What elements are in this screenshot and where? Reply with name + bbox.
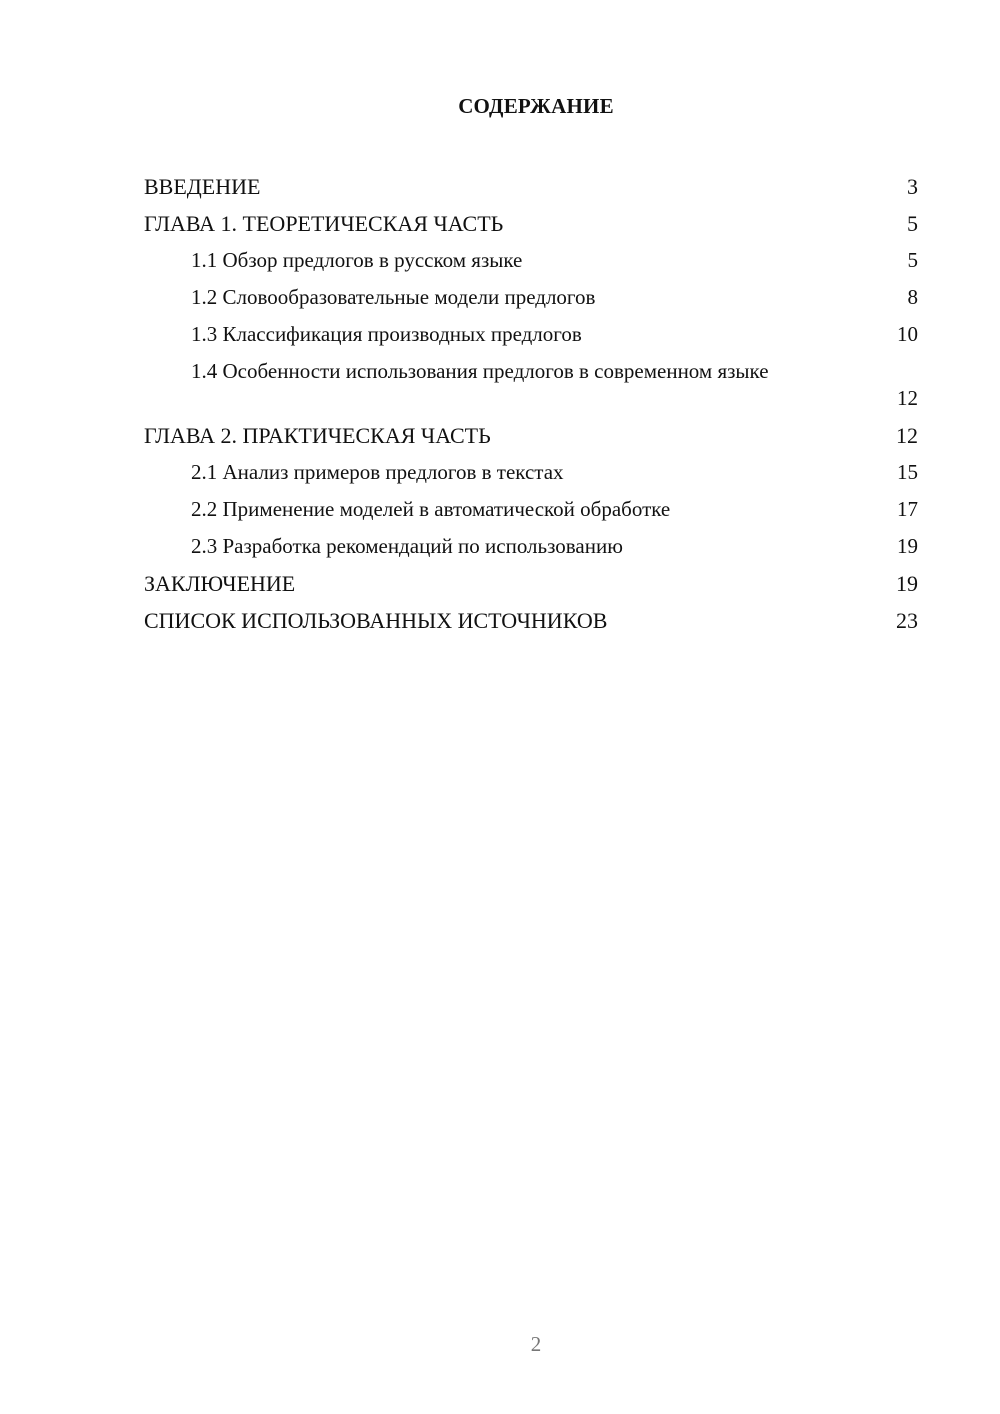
toc-entry-title: 2.1 Анализ примеров предлогов в текстах [191, 460, 564, 484]
toc-entry-page: 19 [896, 571, 918, 596]
toc-entry-references[interactable] [144, 602, 918, 639]
toc-entry-title: 1.1 Обзор предлогов в русском языке [191, 248, 523, 272]
toc-entry-chapter-1[interactable] [144, 205, 918, 242]
toc-entry-title: 1.3 Классификация производных предлогов [191, 322, 582, 346]
toc-entry-page: 5 [907, 211, 918, 236]
toc-entry-page: 5 [907, 248, 918, 272]
toc-entry-title: ВВЕДЕНИЕ [144, 174, 261, 199]
toc-entry-title: ЗАКЛЮЧЕНИЕ [144, 571, 296, 596]
toc-entry-page: 17 [897, 497, 918, 521]
toc-entry-section-1-2[interactable] [144, 279, 918, 316]
toc-entry-title: 1.2 Словообразовательные модели предлогов [191, 285, 596, 309]
toc-entry-title: ГЛАВА 2. ПРАКТИЧЕСКАЯ ЧАСТЬ [144, 423, 491, 448]
toc-entry-title: 1.4 Особенности использования предлогов в современном языке [191, 359, 769, 383]
toc-entry-section-2-3[interactable] [144, 528, 918, 565]
toc-entry-chapter-2[interactable] [144, 417, 918, 454]
toc-entry-title: ГЛАВА 1. ТЕОРЕТИЧЕСКАЯ ЧАСТЬ [144, 211, 504, 236]
toc-entry-page: 23 [896, 608, 918, 633]
toc-entry-introduction[interactable] [144, 168, 918, 205]
toc-entry-title: 2.3 Разработка рекомендаций по использованию [191, 534, 623, 558]
toc-entry-title: СПИСОК ИСПОЛЬЗОВАННЫХ ИСТОЧНИКОВ [144, 608, 608, 633]
toc-entry-page: 19 [897, 534, 918, 558]
toc-entry-conclusion[interactable] [144, 565, 918, 602]
table-of-contents [144, 168, 918, 639]
toc-entry-title: 2.2 Применение моделей в автоматической обработке [191, 497, 671, 521]
toc-entry-page: 3 [907, 174, 918, 199]
toc-entry-page: 10 [897, 322, 918, 346]
toc-entry-section-1-1[interactable] [144, 242, 918, 279]
page-number: 2 [530, 1332, 542, 1356]
toc-entry-page: 15 [897, 460, 918, 484]
toc-entry-section-2-1[interactable] [144, 454, 918, 491]
toc-entry-page: 12 [896, 423, 918, 448]
page-title: СОДЕРЖАНИЕ [458, 94, 614, 118]
toc-entry-section-2-2[interactable] [144, 491, 918, 528]
toc-entry-section-1-3[interactable] [144, 316, 918, 353]
toc-entry-page: 12 [897, 386, 918, 410]
toc-entry-page: 8 [907, 285, 918, 309]
toc-entry-section-1-4[interactable] [144, 353, 918, 417]
